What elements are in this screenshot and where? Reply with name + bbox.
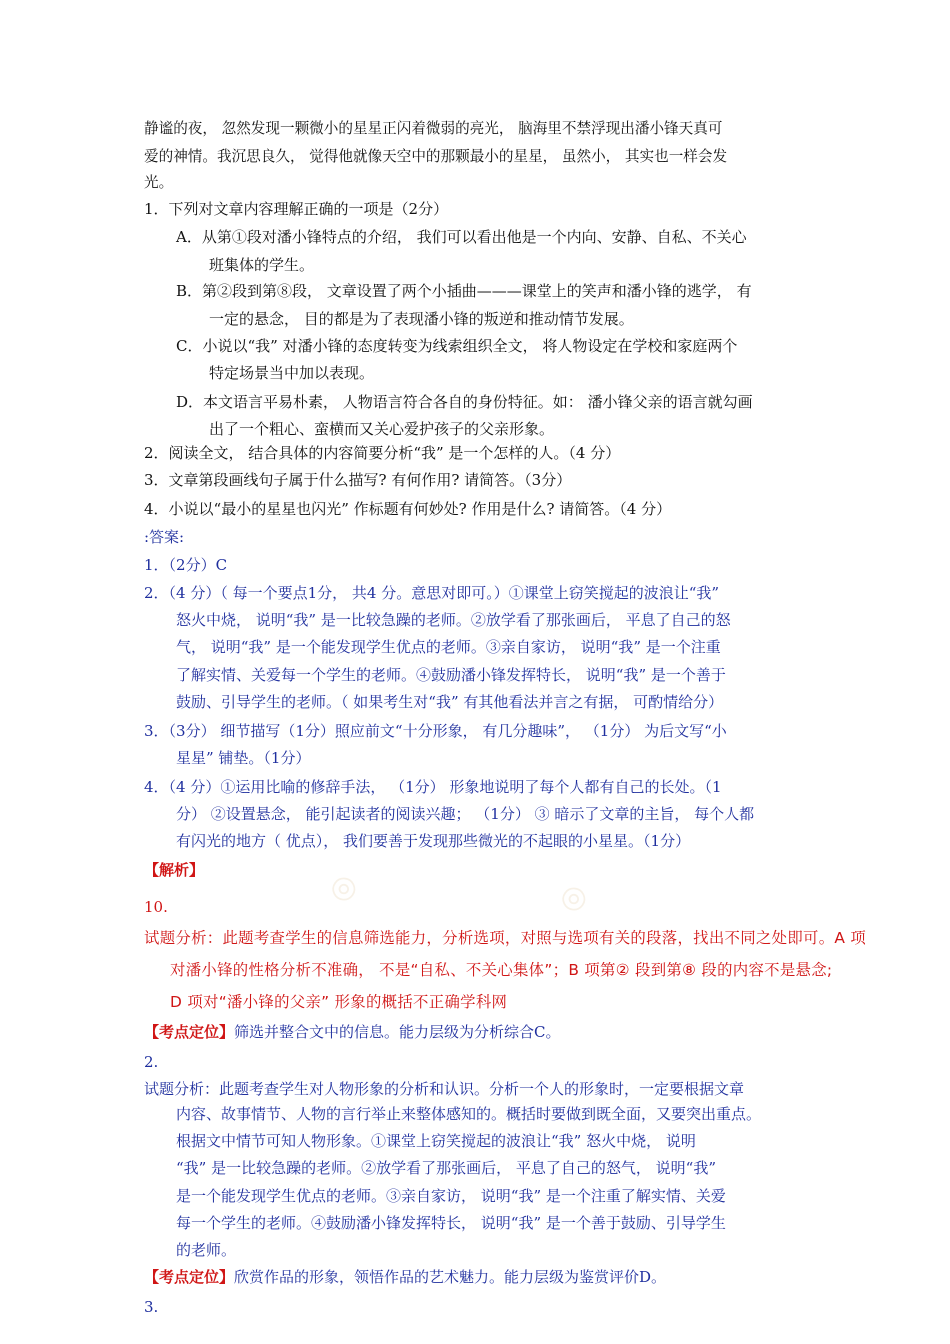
answer-4-line: 有闪光的地方（ 优点）， 我们要善于发现那些微光的不起眼的小星星。（1分） (176, 832, 691, 850)
answer-2-line: 了解实情、关爱每一个学生的老师。④鼓励潘小锋发挥特长， 说明“我” 是一个善于 (176, 666, 726, 684)
question-4: 4．小说以“最小的星星也闪光” 作标题有何妙处? 作用是什么? 请简答。（4 分） (144, 500, 672, 518)
kaodian-1 (144, 1021, 561, 1043)
answer-4-line: 分） ②设置悬念， 能引起读者的阅读兴趣； （1分） ③ 暗示了文章的主旨， 每个人都 (176, 805, 755, 823)
analysis-2-line: “我” 是一比较急躁的老师。②放学看了那张画后， 平息了自己的怒气， 说明“我” (176, 1159, 716, 1177)
analysis-2-line: 内容、故事情节、人物的言行举止来整体感知的。概括时要做到既全面，又要突出重点。 (176, 1105, 762, 1123)
analysis-2-line: 根据文中情节可知人物形象。①课堂上窃笑搅起的波浪让“我” 怒火中烧， 说明 (176, 1132, 696, 1150)
option-c: C．小说以“我” 对潘小锋的态度转变为线索组织全文， 将人物设定在学校和家庭两个 (176, 337, 738, 355)
analysis-number-2: 2. (144, 1053, 159, 1071)
answer-4-line: 4．（4 分）①运用比喻的修辞手法， （1分） 形象地说明了每个人都有自己的长处。（1 (144, 778, 722, 796)
analysis-number-3: 3. (144, 1298, 159, 1316)
analysis-2-line: 的老师。 (176, 1241, 237, 1259)
analysis-2-line: 每一个学生的老师。④鼓励潘小锋发挥特长， 说明“我” 是一个善于鼓励、引导学生 (176, 1214, 726, 1232)
analysis-2-line: 试题分析：此题考查学生对人物形象的分析和认识。分析一个人的形象时，一定要根据文章 (144, 1080, 745, 1098)
option-a: A．从第①段对潘小锋特点的介绍， 我们可以看出他是一个内向、安静、自私、不关心 (176, 228, 747, 246)
option-c-cont: 特定场景当中加以表现。 (209, 364, 375, 382)
passage-line: 光。 (144, 174, 174, 191)
analysis-2-line: 是一个能发现学生优点的老师。③亲自家访， 说明“我” 是一个注重了解实情、关爱 (176, 1187, 726, 1205)
analysis-red-line: 对潘小锋的性格分析不准确， 不是“自私、不关心集体”；B 项第② 段到第⑧ 段的内容不是悬念; (170, 961, 833, 979)
kaodian-tag: 【考点定位】 (144, 1023, 235, 1041)
question-3: 3．文章第段画线句子属于什么描写? 有何作用? 请简答。（3分） (144, 471, 572, 489)
answer-heading: :答案: (144, 528, 185, 546)
answer-2-line: 怒火中烧， 说明“我” 是一比较急躁的老师。②放学看了那张画后， 平息了自己的怒 (176, 611, 731, 629)
answer-1: 1．（2分）C (144, 556, 228, 574)
answer-2-line: 气， 说明“我” 是一个能发现学生优点的老师。③亲自家访， 说明“我” 是一个注重 (176, 638, 721, 656)
answer-2-line: 2．（4 分）（ 每一个要点1分， 共4 分。意思对即可。）①课堂上窃笑搅起的波浪让“我” (144, 584, 720, 602)
analysis-number-1: 10. (144, 898, 168, 916)
question-1: 1．下列对文章内容理解正确的一项是（2分） (144, 200, 449, 218)
option-b-cont: 一定的悬念， 目的都是为了表现潘小锋的叛逆和推动情节发展。 (209, 310, 634, 328)
watermark: ◎ (323, 866, 363, 909)
answer-3-line: 星星” 铺垫。（1分） (176, 749, 311, 767)
option-b: B．第②段到第⑧段， 文章设置了两个小插曲———课堂上的笑声和潘小锋的逃学， 有 (176, 282, 752, 300)
passage-line: 爱的神情。我沉思良久， 觉得他就像天空中的那颗最小的星星， 虽然小， 其实也一样会发 (144, 148, 728, 165)
option-a-cont: 班集体的学生。 (209, 256, 315, 274)
analysis-red-line: 试题分析：此题考查学生的信息筛选能力，分析选项，对照与选项有关的段落，找出不同之处即可。A 项 (144, 929, 867, 947)
kaodian-tag: 【考点定位】 (144, 1268, 235, 1286)
analysis-heading: 【解析】 (144, 861, 205, 879)
answer-2-line: 鼓励、引导学生的老师。（ 如果考生对“我” 有其他看法并言之有据， 可酌情给分） (176, 693, 724, 711)
option-d: D．本文语言平易朴素， 人物语言符合各自的身份特征。如： 潘小锋父亲的语言就勾画 (176, 393, 753, 411)
kaodian-text: 筛选并整合文中的信息。能力层级为分析综合C。 (234, 1023, 561, 1041)
analysis-red-line: D 项对“潘小锋的父亲” 形象的概括不正确学科网 (170, 993, 508, 1011)
kaodian-2 (144, 1266, 666, 1288)
kaodian-text: 欣赏作品的形象，领悟作品的艺术魅力。能力层级为鉴赏评价D。 (234, 1268, 667, 1286)
passage-line: 静谧的夜， 忽然发现一颗微小的星星正闪着微弱的亮光， 脑海里不禁浮现出潘小锋天真可 (144, 120, 723, 137)
option-d-cont: 出了一个粗心、蛮横而又关心爱护孩子的父亲形象。 (209, 420, 555, 438)
answer-3-line: 3．（3分） 细节描写（1分）照应前文“十分形象， 有几分趣味”， （1分） 为后文写“小 (144, 722, 727, 740)
watermark: ◎ (553, 876, 593, 919)
question-2: 2．阅读全文， 结合具体的内容简要分析“我” 是一个怎样的人。（4 分） (144, 444, 621, 462)
